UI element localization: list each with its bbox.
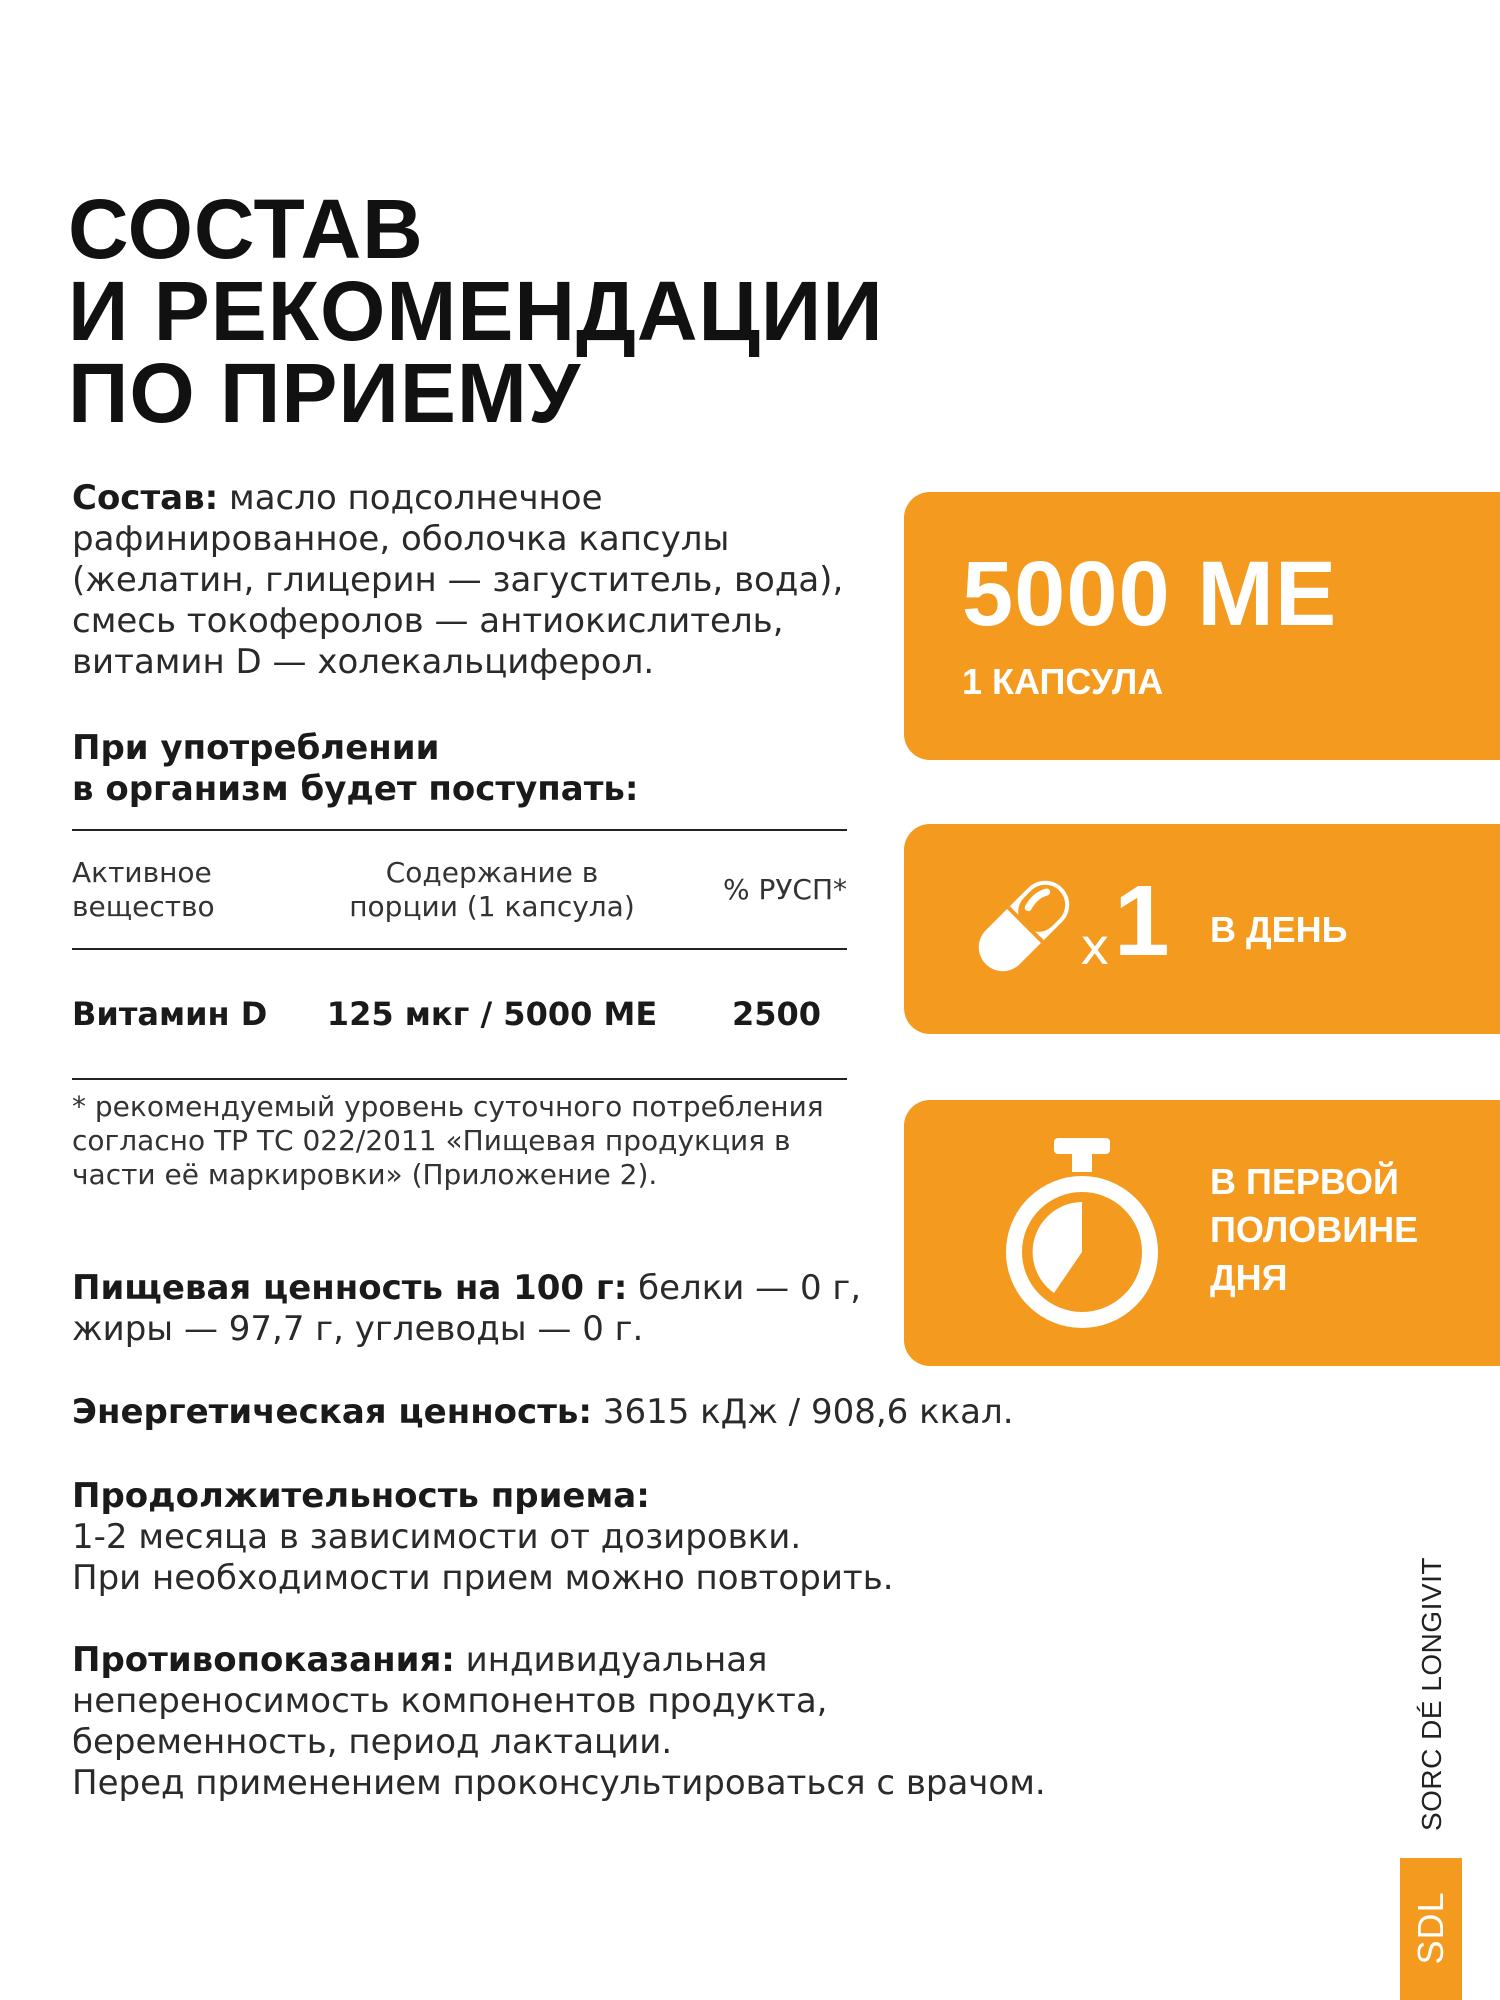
composition-text: масло подсолнечное рафинированное, оболочка капсулы (желатин, глицерин — загуститель, вода), смесь токоферолов — антиокислитель, витамин D — холекальциферол.	[72, 478, 844, 682]
header-content: Содержание в порции (1 капсула)	[312, 830, 672, 949]
duration-line-1: 1-2 месяца в зависимости от дозировки.	[72, 1517, 802, 1557]
page-title	[68, 182, 884, 440]
dose-value: 5000 МЕ	[962, 543, 1338, 645]
composition-paragraph	[72, 478, 872, 683]
frequency-label: В ДЕНЬ	[1210, 909, 1348, 950]
intake-heading-line-1: При употреблении	[72, 728, 440, 768]
energy-label: Энергетическая ценность:	[72, 1392, 592, 1432]
contraindications-paragraph	[72, 1640, 1072, 1804]
times-symbol: х	[1080, 918, 1110, 976]
composition-label: Состав:	[72, 478, 219, 518]
brand-vertical-text	[1416, 1548, 1448, 1840]
time-label-line-2: ПОЛОВИНЕ	[1210, 1209, 1419, 1250]
times-count: 1	[1114, 865, 1170, 977]
energy-paragraph	[72, 1392, 1032, 1433]
dose-subtitle: 1 КАПСУЛА	[962, 661, 1164, 702]
footnote: * рекомендуемый уровень суточного потребления согласно ТР ТС 022/2011 «Пищевая продукция в части её маркировки» (Приложение 2).	[72, 1090, 824, 1191]
contraindications-label: Противопоказания:	[72, 1640, 455, 1680]
frequency-card	[904, 824, 1500, 1034]
table-row	[72, 949, 847, 1079]
energy-text: 3615 кДж / 908,6 ккал.	[592, 1392, 1014, 1432]
title-line-1: СОСТАВ	[68, 182, 424, 276]
time-label	[1210, 1158, 1418, 1302]
table-header-row	[72, 830, 847, 949]
header-rdi-percent: % РУСП*	[672, 830, 847, 949]
contraindications-line-3: беременность, период лактации.	[72, 1722, 673, 1762]
cell-rdi: 2500	[672, 949, 847, 1079]
duration-paragraph	[72, 1476, 972, 1599]
contraindications-line-4: Перед применением проконсультироваться с врачом.	[72, 1763, 1046, 1803]
time-label-line-1: В ПЕРВОЙ	[1210, 1161, 1399, 1202]
duration-label: Продолжительность приема:	[72, 1476, 650, 1516]
nutrition-label: Пищевая ценность на 100 г:	[72, 1268, 628, 1308]
intake-heading-line-2: в организм будет поступать:	[72, 769, 639, 809]
brand-tab-label: SDL	[1410, 1891, 1451, 1965]
header-active-substance: Активное вещество	[72, 830, 312, 949]
brand-tab	[1400, 1858, 1462, 2000]
contraindications-line-2: непереносимость компонентов продукта,	[72, 1681, 828, 1721]
cell-substance: Витамин D	[72, 949, 312, 1079]
time-card	[904, 1100, 1500, 1366]
contraindications-first-line	[72, 1640, 1072, 1681]
title-line-2: И РЕКОМЕНДАЦИИ	[68, 264, 884, 358]
title-line-3: ПО ПРИЕМУ	[68, 346, 582, 440]
nutrition-text: белки — 0 г, жиры — 97,7 г, углеводы — 0 г.	[72, 1268, 862, 1349]
capsule-icon	[964, 866, 1084, 986]
stopwatch-icon	[1002, 1136, 1162, 1332]
nutrition-paragraph	[72, 1268, 872, 1350]
nutrient-table	[72, 829, 847, 1080]
time-label-line-3: ДНЯ	[1210, 1257, 1288, 1298]
intake-heading	[72, 728, 639, 810]
contraindications-line-1: индивидуальная	[454, 1640, 768, 1680]
cell-content: 125 мкг / 5000 МЕ	[312, 949, 672, 1079]
duration-line-2: При необходимости прием можно повторить.	[72, 1558, 894, 1598]
brand-name: SORC DÉ LONGIVIT	[1416, 1556, 1447, 1832]
dose-card	[904, 492, 1500, 760]
